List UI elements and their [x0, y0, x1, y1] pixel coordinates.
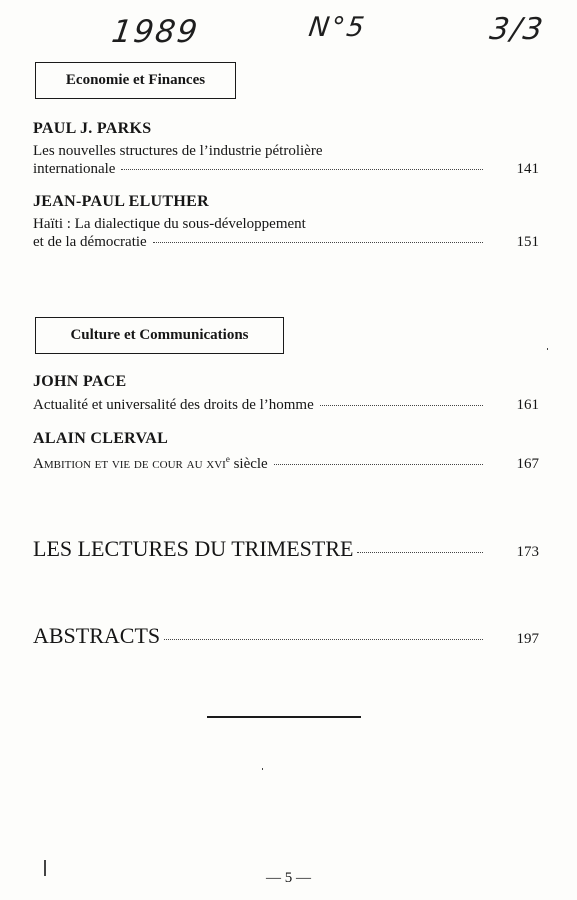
toc-headline-entry — [33, 536, 539, 562]
dot-leader — [164, 639, 483, 640]
page-number: 167 — [516, 456, 539, 472]
superscript: e — [225, 454, 230, 464]
toc-entry-line — [33, 161, 539, 178]
author-name: JEAN-PAUL ELUTHER — [33, 193, 209, 210]
author-name: JOHN PACE — [33, 373, 127, 390]
section-heading-culture — [35, 317, 284, 354]
author-name: PAUL J. PARKS — [33, 120, 152, 137]
toc-headline-entry — [33, 623, 539, 649]
dot-leader — [357, 552, 483, 553]
entry-title-line — [33, 454, 268, 473]
dot-leader — [320, 405, 483, 406]
handwritten-issue-number: N°5 — [306, 12, 369, 43]
section-heading-label: Economie et Finances — [65, 72, 206, 88]
entry-title-part: Ambition et vie de cour au xvi — [33, 456, 226, 472]
scan-mark — [262, 768, 263, 770]
entry-title-line: Actualité et universalité des droits de l’homme — [33, 397, 314, 413]
page-number: 151 — [516, 234, 539, 250]
entry-title-line: et de la démocratie — [33, 234, 147, 250]
author-name: ALAIN CLERVAL — [33, 430, 169, 447]
toc-entry-line — [33, 234, 539, 251]
toc-entry-line — [33, 397, 539, 414]
horizontal-rule — [207, 716, 361, 718]
dot-leader — [153, 242, 483, 243]
headline-title: LES LECTURES DU TRIMESTRE — [33, 536, 354, 561]
page-number: 161 — [516, 397, 539, 413]
scan-mark — [547, 348, 548, 350]
page-folio: — 5 — — [266, 870, 311, 886]
entry-title-line: Les nouvelles structures de l’industrie pétrolière — [33, 143, 323, 159]
page-number: 173 — [516, 544, 539, 560]
toc-entry-line — [33, 454, 539, 473]
dot-leader — [121, 169, 483, 170]
handwritten-year: 1989 — [109, 14, 202, 50]
entry-title-line: internationale — [33, 161, 116, 177]
headline-title: ABSTRACTS — [33, 623, 161, 648]
page-number: 197 — [516, 631, 539, 647]
dot-leader — [274, 464, 483, 465]
section-heading-label: Culture et Communications — [70, 327, 249, 343]
handwritten-fraction: 3/3 — [487, 12, 547, 47]
entry-title-part: siècle — [229, 456, 268, 472]
section-heading-economie — [35, 62, 236, 99]
page-number: 141 — [516, 161, 539, 177]
entry-title-line: Haïti : La dialectique du sous-développement — [33, 216, 306, 232]
